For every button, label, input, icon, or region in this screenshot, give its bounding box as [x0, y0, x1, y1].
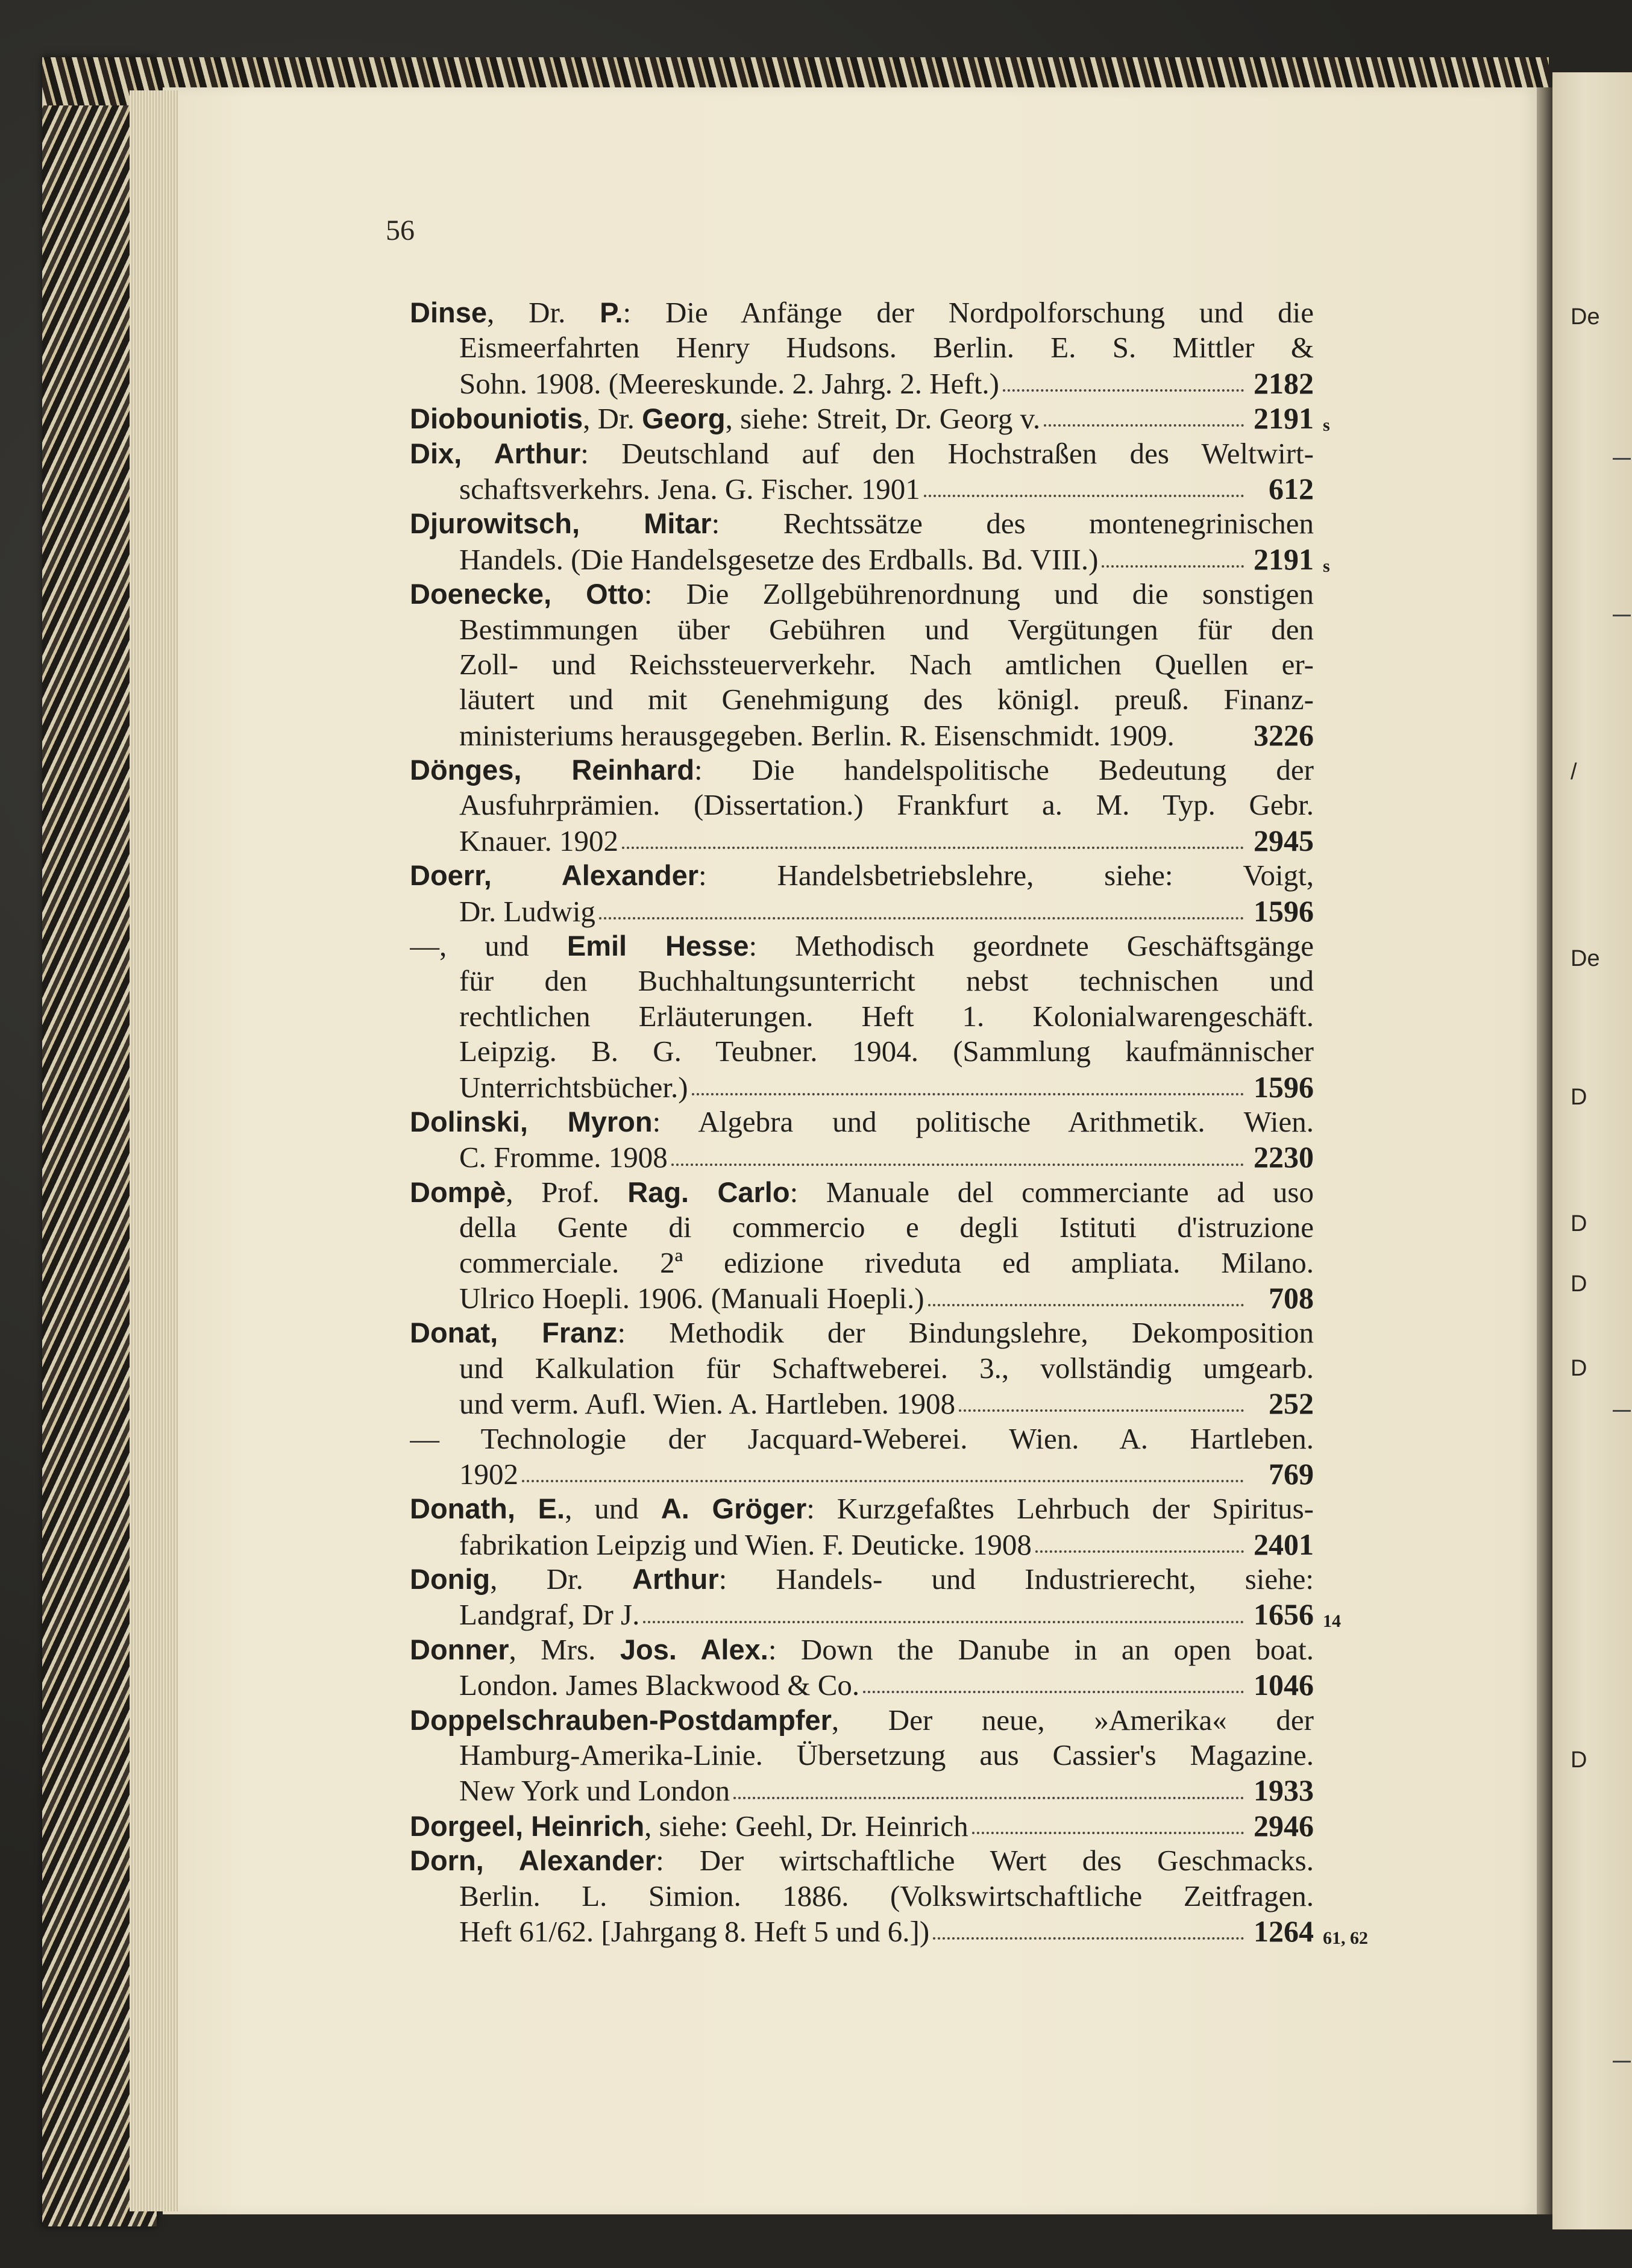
facing-page-dash	[1613, 458, 1631, 460]
catalog-number: 2945	[1254, 823, 1314, 857]
catalog-number: 1656	[1254, 1597, 1314, 1632]
entry-text: : Handelsbetriebslehre, siehe: Voigt,	[698, 859, 1314, 892]
leader-dots	[599, 917, 1244, 919]
index-entry	[410, 929, 1314, 1104]
catalog-number-suffix: 14	[1323, 1611, 1341, 1632]
entry-text: : Die Anfänge der Nordpolforschung und die	[623, 296, 1314, 329]
facing-page-mark: De	[1571, 304, 1600, 330]
entry-text: : Methodisch geordnete Geschäftsgänge	[749, 929, 1314, 963]
catalog-number: 612	[1269, 471, 1314, 506]
leader-dots	[1035, 1550, 1244, 1553]
entry-line	[410, 1527, 1314, 1562]
leader-dots	[933, 1937, 1244, 1940]
entry-author-name: Donath, E.	[410, 1493, 565, 1525]
entry-text: : Deutschland auf den Hochstraßen des Weltwirt-	[580, 436, 1314, 470]
entry-text: , Dr.	[490, 1562, 633, 1596]
entry-author-name: Dorn, Alexander	[410, 1844, 656, 1877]
catalog-number: 1264	[1254, 1914, 1314, 1948]
entry-text: läutert und mit Genehmigung des königl. preuß. Finanz-	[459, 683, 1314, 716]
index-entry	[410, 1491, 1314, 1562]
entry-author-name: Doppelschrauben-Postdampfer	[410, 1703, 832, 1736]
entry-author-name: Djurowitsch, Mitar	[410, 507, 712, 540]
entry-line	[410, 753, 1314, 788]
entry-author-name: Dix, Arthur	[410, 437, 581, 469]
page-block-edges	[130, 90, 178, 2211]
entry-text: , siehe: Geehl, Dr. Heinrich	[644, 1809, 968, 1843]
entry-line	[410, 1879, 1314, 1914]
entry-line	[410, 1210, 1314, 1245]
entry-line	[410, 1175, 1314, 1210]
entry-text: Ausfuhrprämien. (Dissertation.) Frankfurt a. M. Typ. Gebr.	[459, 788, 1314, 822]
index-entries	[410, 295, 1368, 1949]
entry-line	[410, 1034, 1314, 1069]
entry-text: fabrikation Leipzig und Wien. F. Deuticke. 1908	[459, 1527, 1032, 1561]
entry-text: , Dr.	[487, 296, 600, 329]
index-entry	[410, 1703, 1314, 1808]
entry-line	[410, 1070, 1314, 1104]
entry-author-name: Donat, Franz	[410, 1317, 618, 1349]
entry-line	[410, 1808, 1314, 1843]
index-entry	[410, 1315, 1314, 1421]
entry-text: : Manuale del commerciante ad uso	[789, 1175, 1314, 1209]
facing-page-mark: D	[1571, 1747, 1587, 1773]
catalog-number: 708	[1269, 1280, 1314, 1315]
entry-text: für den Buchhaltungsunterricht nebst technischen und	[459, 964, 1314, 998]
entry-text: Handels. (Die Handelsgesetze des Erdballs. Bd. VIII.)	[459, 542, 1099, 576]
catalog-number: 252	[1269, 1386, 1314, 1421]
catalog-number: 2946	[1254, 1808, 1314, 1843]
entry-line	[410, 999, 1314, 1034]
entry-author-name: Doenecke, Otto	[410, 578, 644, 610]
entry-line	[410, 894, 1314, 929]
entry-author-name: Doerr, Alexander	[410, 859, 699, 892]
index-entry	[410, 506, 1330, 577]
leader-dots	[671, 1164, 1244, 1166]
entry-line	[410, 1738, 1314, 1773]
entry-line	[410, 788, 1314, 822]
entry-line	[410, 1773, 1314, 1808]
facing-page-mark: De	[1571, 946, 1600, 971]
facing-page-mark: /	[1571, 759, 1577, 785]
entry-author-name: Dorgeel, Heinrich	[410, 1809, 645, 1842]
leader-dots	[733, 1797, 1244, 1799]
index-entry	[410, 1421, 1314, 1492]
entry-author-name: Rag. Carlo	[627, 1176, 790, 1208]
entry-text: : Methodik der Bindungslehre, Dekomposition	[617, 1316, 1314, 1350]
leader-dots	[863, 1691, 1244, 1693]
entry-author-name: Jos. Alex.	[620, 1633, 768, 1665]
catalog-number: 3226	[1254, 718, 1314, 752]
entry-line	[410, 1667, 1314, 1702]
entry-author-name: Dönges, Reinhard	[410, 754, 695, 786]
entry-line	[410, 682, 1314, 717]
entry-text: Hamburg-Amerika-Linie. Übersetzung aus Cassier's Magazine.	[459, 1738, 1314, 1772]
entry-author-name: Donner	[410, 1633, 509, 1665]
entry-author-name: Dinse	[410, 296, 487, 328]
entry-text: commerciale. 2ª edizione riveduta ed ampliata. Milano.	[459, 1245, 1314, 1279]
entry-line	[410, 612, 1314, 647]
entry-line	[410, 1632, 1314, 1667]
facing-page-mark: D	[1571, 1211, 1587, 1236]
entry-text: , Dr.	[583, 402, 642, 436]
index-entry	[410, 577, 1314, 753]
entry-line	[410, 1491, 1314, 1526]
entry-author-name: Dolinski, Myron	[410, 1105, 653, 1138]
index-entry	[410, 1808, 1314, 1843]
entry-text: , siehe: Streit, Dr. Georg v.	[725, 402, 1041, 436]
catalog-number-suffix: s	[1323, 556, 1330, 576]
leader-dots	[1003, 389, 1244, 392]
catalog-number: 2191	[1254, 542, 1314, 576]
entry-text: della Gente di commercio e degli Istituti d'istruzione	[459, 1211, 1314, 1244]
index-entry	[410, 1632, 1314, 1703]
leader-dots	[522, 1480, 1244, 1482]
entry-text: : Die Zollgebührenordnung und die sonstigen	[644, 577, 1314, 611]
entry-text: , und	[565, 1492, 661, 1526]
entry-text: ministeriums herausgegeben. Berlin. R. Eisenschmidt. 1909.	[459, 718, 1175, 752]
entry-text: , Prof.	[506, 1175, 628, 1209]
entry-text: : Rechtssätze des montenegrinischen	[711, 507, 1314, 540]
entry-author-name: Emil Hesse	[566, 930, 749, 962]
index-entry	[410, 858, 1314, 929]
entry-author-name: Arthur	[632, 1563, 719, 1596]
entry-text: Berlin. L. Simion. 1886. (Volkswirtschaftliche Zeitfragen.	[459, 1879, 1314, 1912]
facing-page-dash	[1613, 2061, 1631, 2063]
entry-line	[410, 718, 1314, 753]
entry-text: Eismeerfahrten Henry Hudsons. Berlin. E. S. Mittler &	[459, 331, 1314, 365]
entry-line	[410, 1703, 1314, 1738]
index-entry	[410, 1843, 1368, 1949]
entry-author-name: P.	[600, 296, 623, 328]
entry-line	[410, 1914, 1368, 1949]
entry-text: Unterrichtsbücher.)	[459, 1070, 688, 1104]
entry-text: : Handels- und Industrierecht, siehe:	[718, 1562, 1314, 1596]
facing-page-dash	[1613, 615, 1631, 616]
entry-line	[410, 330, 1314, 365]
entry-text: London. James Blackwood & Co.	[459, 1668, 860, 1702]
entry-author-name: A. Gröger	[661, 1493, 807, 1525]
facing-page-mark: D	[1571, 1085, 1587, 1110]
index-entry	[410, 436, 1314, 507]
entry-line	[410, 542, 1330, 577]
index-entry	[410, 401, 1330, 436]
entry-line	[410, 929, 1314, 963]
leader-dots	[1044, 424, 1244, 427]
entry-line	[410, 436, 1314, 471]
catalog-number: 2401	[1254, 1527, 1314, 1561]
catalog-number: 2182	[1254, 366, 1314, 400]
entry-line	[410, 1456, 1314, 1491]
entry-text: Landgraf, Dr J.	[459, 1598, 640, 1632]
entry-author-name: Dompè	[410, 1176, 506, 1208]
entry-line	[410, 401, 1330, 436]
entry-line	[410, 1421, 1314, 1456]
entry-text: New York und London	[459, 1774, 730, 1808]
index-entry	[410, 1175, 1314, 1316]
entry-line	[410, 1315, 1314, 1350]
entry-text: — Technologie der Jacquard-Weberei. Wien. A. Hartleben.	[410, 1421, 1314, 1455]
page-number: 56	[386, 215, 415, 246]
entry-line	[410, 1597, 1341, 1632]
entry-line	[410, 963, 1314, 998]
facing-page-mark: D	[1571, 1356, 1587, 1381]
leader-dots	[924, 495, 1244, 497]
entry-author-name: Donig	[410, 1563, 491, 1596]
catalog-number-suffix: s	[1323, 415, 1330, 436]
catalog-number: 1596	[1254, 1070, 1314, 1104]
leader-dots	[928, 1304, 1244, 1306]
entry-text: , Mrs.	[509, 1632, 620, 1666]
entry-line	[410, 471, 1314, 506]
leader-dots	[972, 1832, 1244, 1834]
entry-line	[410, 577, 1314, 612]
entry-line	[410, 858, 1314, 893]
catalog-number-suffix: 61, 62	[1323, 1928, 1368, 1948]
entry-author-name: Georg	[642, 403, 726, 435]
facing-page-edge	[1552, 72, 1632, 2229]
entry-text: —, und	[410, 929, 567, 963]
catalog-number: 769	[1269, 1456, 1314, 1491]
entry-text: : Algebra und politische Arithmetik. Wien.	[652, 1104, 1314, 1138]
entry-text: : Der wirtschaftliche Wert des Geschmacks.	[656, 1844, 1314, 1878]
entry-line	[410, 1245, 1314, 1280]
catalog-number: 1046	[1254, 1668, 1314, 1702]
entry-text: und verm. Aufl. Wien. A. Hartleben. 1908	[459, 1387, 956, 1421]
entry-text: Leipzig. B. G. Teubner. 1904. (Sammlung kaufmännischer	[459, 1035, 1314, 1068]
facing-page-dash	[1613, 1410, 1631, 1412]
entry-text: , Der neue, »Amerika« der	[831, 1703, 1314, 1737]
entry-text: Knauer. 1902	[459, 824, 618, 857]
leader-dots	[622, 847, 1244, 849]
entry-line	[410, 366, 1314, 401]
facing-page-mark: D	[1571, 1271, 1587, 1297]
index-entry	[410, 1562, 1341, 1632]
entry-line	[410, 1280, 1314, 1315]
leader-dots	[692, 1093, 1244, 1095]
entry-line	[410, 1386, 1314, 1421]
entry-line	[410, 1139, 1314, 1174]
entry-text: schaftsverkehrs. Jena. G. Fischer. 1901	[459, 472, 920, 506]
entry-text: 1902	[459, 1457, 518, 1491]
entry-line	[410, 823, 1314, 858]
index-entry	[410, 295, 1314, 401]
entry-text: Sohn. 1908. (Meereskunde. 2. Jahrg. 2. Heft.)	[459, 366, 999, 400]
entry-text: Dr. Ludwig	[459, 894, 595, 928]
entry-text: : Down the Danube in an open boat.	[768, 1632, 1314, 1666]
entry-line	[410, 647, 1314, 682]
entry-text: : Die handelspolitische Bedeutung der	[694, 753, 1314, 787]
leader-dots	[959, 1409, 1244, 1412]
index-entry	[410, 753, 1314, 858]
entry-line	[410, 1843, 1314, 1878]
leader-dots	[1102, 565, 1244, 568]
catalog-number: 2191	[1254, 401, 1314, 436]
entry-text: Ulrico Hoepli. 1906. (Manuali Hoepli.)	[459, 1281, 924, 1315]
entry-text: Heft 61/62. [Jahrgang 8. Heft 5 und 6.])	[459, 1914, 930, 1948]
entry-text: Bestimmungen über Gebühren und Vergütungen für den	[459, 612, 1314, 646]
entry-text: : Kurzgefaßtes Lehrbuch der Spiritus-	[806, 1492, 1314, 1526]
entry-line	[410, 1562, 1314, 1597]
catalog-number: 1596	[1254, 894, 1314, 928]
entry-line	[410, 506, 1314, 541]
entry-line	[410, 295, 1314, 330]
entry-text: C. Fromme. 1908	[459, 1141, 668, 1174]
entry-line	[410, 1104, 1314, 1139]
catalog-number: 2230	[1254, 1140, 1314, 1174]
entry-text: Zoll- und Reichssteuerverkehr. Nach amtlichen Quellen er-	[459, 647, 1314, 681]
entry-line	[410, 1351, 1314, 1386]
entry-text: rechtlichen Erläuterungen. Heft 1. Kolonialwarengeschäft.	[459, 999, 1314, 1033]
catalog-number: 1933	[1254, 1773, 1314, 1808]
entry-text: und Kalkulation für Schaftweberei. 3., vollständig umgearb.	[459, 1351, 1314, 1385]
entry-author-name: Diobouniotis	[410, 403, 583, 435]
index-entry	[410, 1104, 1314, 1175]
leader-dots	[643, 1621, 1244, 1623]
